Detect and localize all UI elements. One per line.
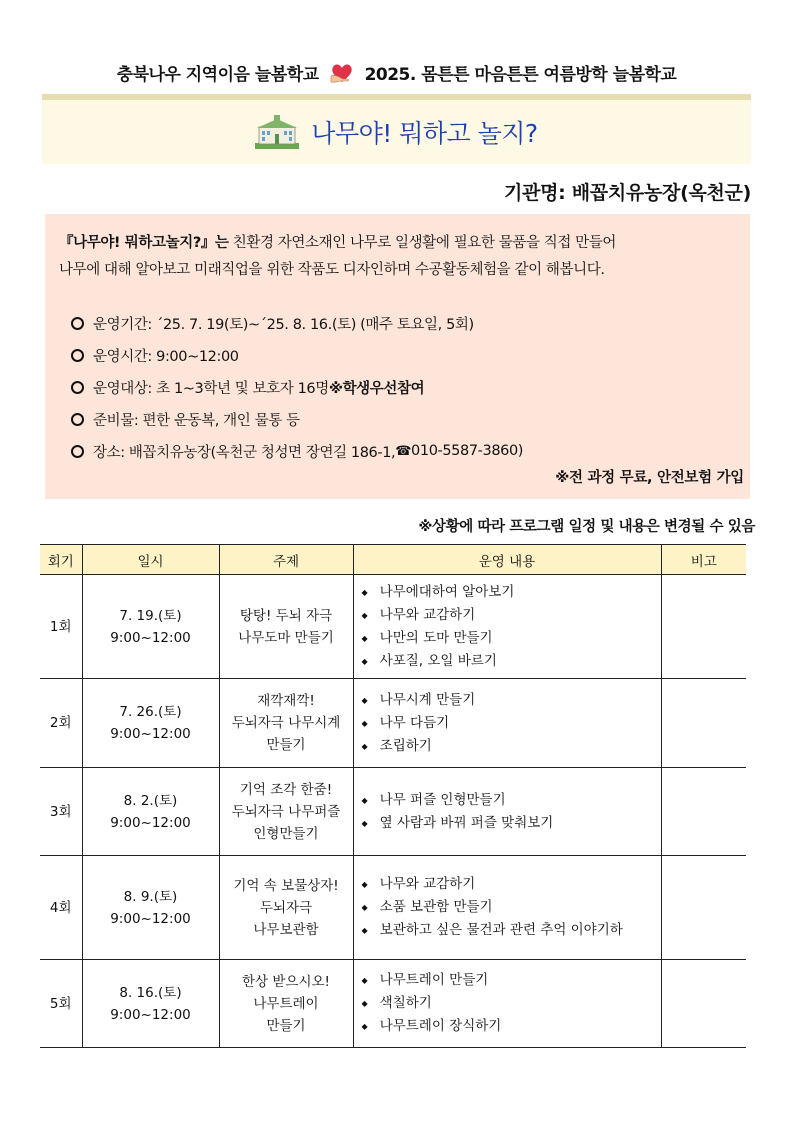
school-building-icon: [255, 115, 299, 149]
content-text: 나무와 교감하기: [379, 876, 476, 892]
circle-bullet-icon: [71, 413, 84, 426]
content-item: [362, 604, 661, 627]
content-text: 나무트레이 장식하기: [379, 1018, 502, 1034]
contents-cell: [353, 575, 661, 679]
datetime-cell: [82, 679, 219, 768]
header-note: 비고: [661, 545, 746, 575]
topic-cell: 한상 받으시오! 나무트레이 만들기: [219, 960, 353, 1048]
session-cell: 4회: [40, 856, 82, 960]
header-date: 일시: [82, 545, 219, 575]
session-cell: 3회: [40, 768, 82, 856]
content-text: 색칠하기: [379, 995, 432, 1011]
topic-cell: 탕탕! 두뇌 자극 나무도마 만들기: [219, 575, 353, 679]
content-item: [362, 1015, 661, 1038]
circle-bullet-icon: [71, 381, 84, 394]
program-info-box: [45, 214, 750, 499]
content-text: 나만의 도마 만들기: [379, 629, 493, 646]
diamond-bullet-icon: ◆: [361, 880, 368, 889]
content-text: 사포질, 오일 바르기: [379, 652, 497, 669]
session-cell: 2회: [40, 679, 82, 768]
circle-bullet-icon: [71, 445, 84, 458]
content-item: [362, 919, 661, 942]
content-item: [362, 581, 661, 604]
content-item: [362, 627, 661, 650]
content-text: 나무트레이 만들기: [379, 972, 489, 988]
table-row: [40, 856, 746, 960]
circle-bullet-icon: [71, 317, 84, 330]
datetime-cell: [82, 768, 219, 856]
diamond-bullet-icon: ◆: [361, 587, 368, 597]
header-session: 회기: [40, 545, 82, 575]
datetime-cell: [82, 856, 219, 960]
program-intro: [59, 230, 616, 284]
phone-number: 010-5587-3860): [411, 443, 524, 459]
diamond-bullet-icon: ◆: [361, 610, 368, 620]
intro-line1: 친환경 자연소재인 나무로 일생활에 필요한 물품을 직접 만들어: [228, 235, 616, 251]
content-item: [362, 650, 661, 673]
content-item: [362, 969, 661, 992]
header-topic: 주제: [219, 545, 353, 575]
content-text: 나무와 교감하기: [379, 606, 476, 623]
content-text: 나무에대하여 알아보기: [379, 583, 515, 600]
diamond-bullet-icon: ◆: [361, 718, 368, 728]
content-text: 소품 보관함 만들기: [379, 899, 493, 915]
diamond-bullet-icon: ◆: [361, 795, 368, 805]
contents-cell: [353, 768, 661, 856]
diamond-bullet-icon: ◆: [361, 1022, 368, 1031]
info-item-supplies: 준비물: 편한 운동복, 개인 물통 등: [71, 403, 523, 435]
content-item: [362, 812, 661, 835]
time-text: 9:00~12:00: [110, 629, 191, 646]
header-left-text: 충북나우 지역이음 늘봄학교: [116, 65, 319, 85]
contents-cell: [353, 679, 661, 768]
topic-cell: 재깍재깍! 두뇌자극 나무시계 만들기: [219, 679, 353, 768]
content-item: [362, 873, 661, 896]
datetime-cell: [82, 575, 219, 679]
title-band: [42, 94, 751, 164]
topic-cell: 기억 속 보물상자! 두뇌자극 나무보관함: [219, 856, 353, 960]
note-cell: [661, 960, 746, 1048]
date-text: 8. 16.(토): [119, 984, 182, 1001]
free-note: ※전 과정 무료, 안전보험 가입: [555, 470, 744, 486]
info-item-target: 운영대상: 초 1~3학년 및 보호자 16명 ※학생우선참여: [71, 371, 523, 403]
diamond-bullet-icon: ◆: [361, 656, 368, 666]
content-item: [362, 712, 661, 735]
diamond-bullet-icon: ◆: [361, 695, 368, 705]
organization-name: 기관명: 배꼽치유농장(옥천군): [503, 182, 751, 204]
date-text: 7. 26.(토): [119, 704, 182, 720]
time-text: 9:00~12:00: [110, 726, 191, 742]
page-title: 나무야! 뭐하고 놀지?: [311, 119, 538, 148]
info-item-time: 운영시간: 9:00~12:00: [71, 339, 523, 371]
info-items: [71, 307, 523, 467]
circle-bullet-icon: [71, 349, 84, 362]
contents-cell: [353, 960, 661, 1048]
note-cell: [661, 575, 746, 679]
student-priority-note: ※학생우선참여: [328, 380, 425, 397]
table-row: [40, 575, 746, 679]
diamond-bullet-icon: ◆: [361, 818, 368, 828]
info-item-period: 운영기간: ´25. 7. 19(토)~´25. 8. 16.(토) (매주 토요일, 5회): [71, 307, 523, 339]
note-cell: [661, 856, 746, 960]
heart-hand-icon: [329, 62, 355, 84]
info-item-location: 장소: 배꼽치유농장(옥천군 청성면 장연길 186-1, ☎ 010-5587-3860): [71, 435, 523, 467]
diamond-bullet-icon: ◆: [361, 926, 368, 935]
diamond-bullet-icon: ◆: [361, 633, 368, 643]
session-cell: 1회: [40, 575, 82, 679]
table-row: [40, 679, 746, 768]
content-item: [362, 735, 661, 758]
content-text: 조립하기: [379, 737, 432, 754]
table-row: [40, 960, 746, 1048]
time-text: 9:00~12:00: [110, 910, 191, 927]
diamond-bullet-icon: ◆: [361, 976, 368, 985]
intro-program-name: 『나무야! 뭐하고놀지?』는: [59, 235, 229, 251]
date-text: 7. 19.(토): [119, 607, 182, 624]
schedule-table: [40, 544, 746, 1048]
intro-line2: 나무에 대해 알아보고 미래직업을 위한 작품도 디자인하며 수공활동체험을 같이 해봅니다.: [59, 262, 605, 278]
phone-icon: ☎: [395, 443, 412, 459]
time-text: 9:00~12:00: [110, 1006, 191, 1023]
content-text: 옆 사람과 바꿔 퍼즐 맞춰보기: [379, 814, 554, 831]
topic-cell: 기억 조각 한줌! 두뇌자극 나무퍼즐 인형만들기: [219, 768, 353, 856]
time-text: 9:00~12:00: [110, 814, 191, 831]
date-text: 8. 2.(토): [123, 792, 178, 809]
content-item: [362, 992, 661, 1015]
session-cell: 5회: [40, 960, 82, 1048]
content-text: 나무시계 만들기: [379, 691, 476, 708]
datetime-cell: [82, 960, 219, 1048]
diamond-bullet-icon: ◆: [361, 903, 368, 912]
date-text: 8. 9.(토): [123, 888, 178, 905]
header-right-text: 2025. 몸튼튼 마음튼튼 여름방학 늘봄학교: [364, 65, 677, 85]
content-text: 나무 퍼즐 인형만들기: [379, 791, 506, 808]
diamond-bullet-icon: ◆: [361, 999, 368, 1008]
note-cell: [661, 679, 746, 768]
content-text: 보관하고 싶은 물건과 관련 추억 이야기하: [379, 922, 623, 938]
header-contents: 운영 내용: [353, 545, 661, 575]
contents-cell: [353, 856, 661, 960]
content-item: [362, 689, 661, 712]
schedule-change-note: ※상황에 따라 프로그램 일정 및 내용은 변경될 수 있음: [418, 519, 755, 535]
content-item: [362, 896, 661, 919]
table-row: [40, 768, 746, 856]
table-header-row: [40, 545, 746, 575]
diamond-bullet-icon: ◆: [361, 741, 368, 751]
content-item: [362, 789, 661, 812]
note-cell: [661, 768, 746, 856]
content-text: 나무 다듬기: [379, 714, 450, 731]
program-header: [0, 60, 793, 85]
